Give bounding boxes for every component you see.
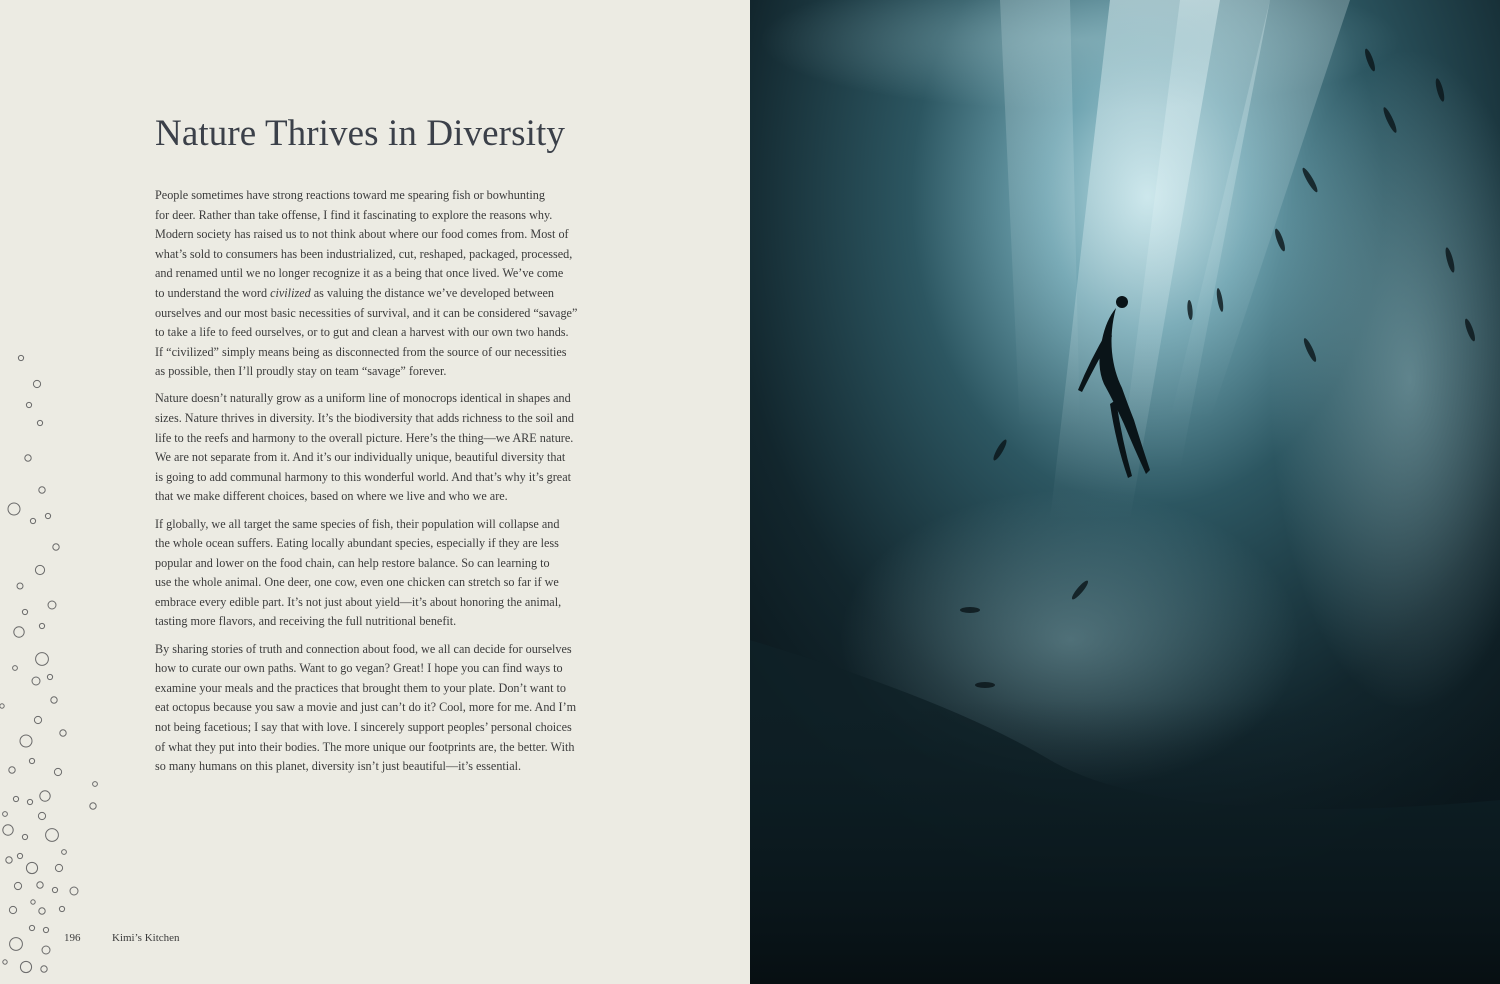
body-line: Nature doesn’t naturally grow as a uniform line of monocrops identical in shapes and [155, 391, 571, 406]
body-line: to take a life to feed ourselves, or to gut and clean a harvest with our own two hands. [155, 325, 569, 340]
body-paragraph [155, 515, 595, 633]
body-line: If globally, we all target the same species of fish, their population will collapse and [155, 516, 560, 531]
body-line: We are not separate from it. And it’s our individually unique, beautiful diversity that [155, 450, 566, 465]
body-line: eat octopus because you saw a movie and just can’t do it? Cool, more for me. And I’m [155, 700, 577, 715]
right-page [750, 0, 1500, 984]
body-line: of what they put into their bodies. The more unique our footprints are, the better. With [155, 739, 575, 754]
body-line: to understand the word civilized as valuing the distance we’ve developed between [155, 285, 555, 300]
body-paragraph [155, 389, 595, 507]
body-line: the whole ocean suffers. Eating locally abundant species, especially if they are less [155, 536, 559, 551]
body-line: Modern society has raised us to not think about where our food comes from. Most of [155, 227, 569, 242]
body-line: examine your meals and the practices that brought them to your plate. Don’t want to [155, 680, 566, 695]
body-line: popular and lower on the food chain, can help restore balance. So can learning to [155, 555, 550, 570]
body-paragraph [155, 186, 595, 382]
body-line: life to the reefs and harmony to the overall picture. Here’s the thing—we ARE nature. [155, 430, 574, 445]
body-line: If “civilized” simply means being as disconnected from the source of our necessities [155, 344, 567, 359]
body-line: not being facetious; I say that with love. I sincerely support peoples’ personal choices [155, 719, 572, 734]
body-line: is going to add communal harmony to this wonderful world. And that’s why it’s great [155, 469, 572, 484]
page-number: 196 [64, 932, 81, 944]
body-text [155, 186, 595, 784]
underwater-photo [750, 0, 1500, 984]
body-line: for deer. Rather than take offense, I find it fascinating to explore the reasons why. [155, 207, 553, 222]
body-line: how to curate our own paths. Want to go vegan? Great! I hope you can find ways to [155, 661, 563, 676]
bubbles-decoration [0, 340, 110, 984]
body-line: that we make different choices, based on where we live and who we are. [155, 489, 508, 504]
running-footer-title: Kimi’s Kitchen [112, 932, 180, 944]
body-paragraph [155, 640, 595, 777]
body-line: ourselves and our most basic necessities of survival, and it can be considered “savage” [155, 305, 578, 320]
body-line: tasting more flavors, and receiving the full nutritional benefit. [155, 614, 457, 629]
body-line: and renamed until we no longer recognize it as a being that once lived. We’ve come [155, 266, 564, 281]
body-line: use the whole animal. One deer, one cow, even one chicken can stretch so far if we [155, 575, 559, 590]
body-line: as possible, then I’ll proudly stay on team “savage” forever. [155, 364, 447, 379]
body-line: so many humans on this planet, diversity isn’t just beautiful—it’s essential. [155, 759, 522, 774]
page-title: Nature Thrives in Diversity [155, 113, 565, 154]
body-line: sizes. Nature thrives in diversity. It’s the biodiversity that adds richness to the soil and [155, 411, 574, 426]
body-line: what’s sold to consumers has been industrialized, cut, reshaped, packaged, processed, [155, 246, 573, 261]
body-line: embrace every edible part. It’s not just about yield—it’s about honoring the animal, [155, 594, 562, 609]
body-line: People sometimes have strong reactions toward me spearing fish or bowhunting [155, 188, 545, 202]
body-line: By sharing stories of truth and connection about food, we all can decide for ourselves [155, 641, 572, 656]
